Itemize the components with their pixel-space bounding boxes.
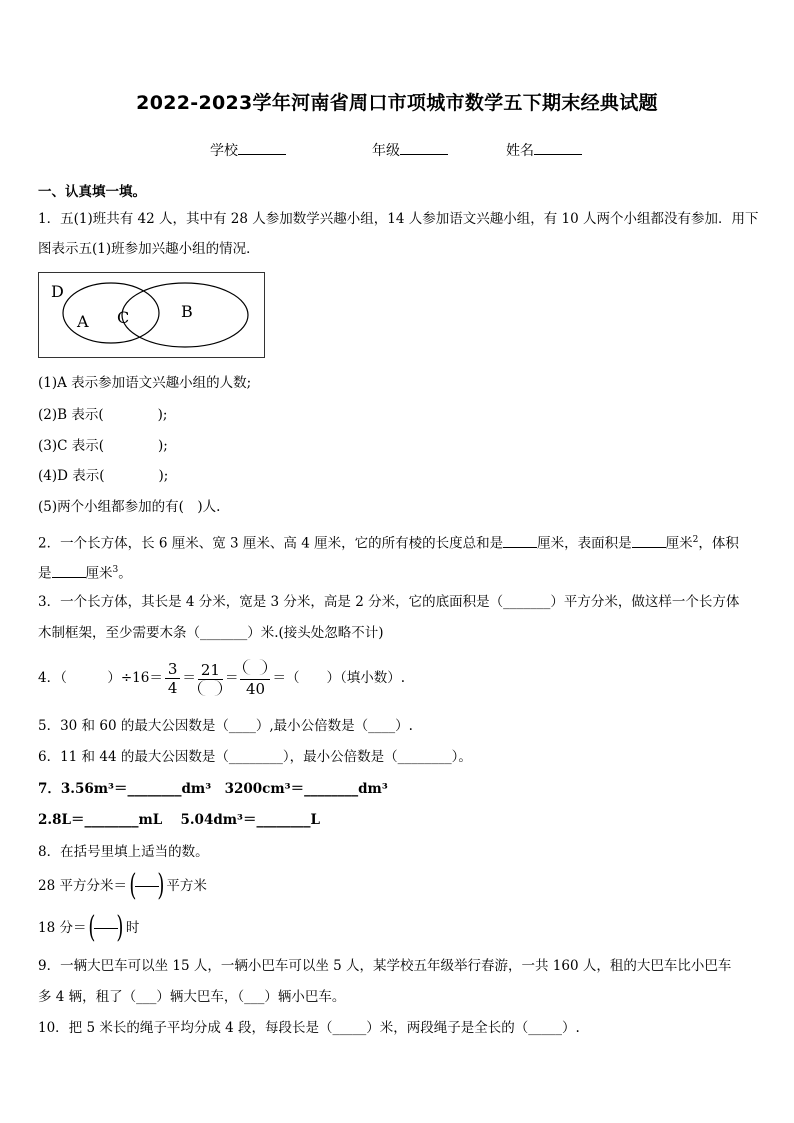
volume-blank[interactable] xyxy=(52,563,86,578)
venn-label-c: C xyxy=(117,308,130,327)
question-2-text-e: 是 xyxy=(38,565,52,582)
question-8-a-right: 平方米 xyxy=(166,878,207,894)
equals-sign-1: ＝ xyxy=(182,670,196,686)
section-heading: 一、认真填一填。 xyxy=(38,184,146,200)
question-9-line-1: 9．一辆大巴车可以坐 15 人，一辆小巴车可以坐 5 人，某学校五年级举行春游，一共 160 人，租的大巴车比小巴车 xyxy=(38,958,732,974)
fraction-3-numerator-blank[interactable] xyxy=(243,659,267,675)
question-4-start: 4．（ ）÷16＝ xyxy=(38,670,163,686)
fraction-3-numerator-wrap xyxy=(240,659,270,680)
question-8-a xyxy=(38,870,207,902)
question-2-text-g: 。 xyxy=(118,565,132,582)
question-2-line-2 xyxy=(38,561,132,583)
question-3-line-1: 3．一个长方体，其长是 4 分米，宽是 3 分米，高是 2 分米，它的底面积是（_______）平方分米，做这样一个长方体 xyxy=(38,594,740,610)
question-10: 10．把 5 米长的绳子平均分成 4 段，每段长是（_____）米，两段绳子是全长的（_____）. xyxy=(38,1020,580,1036)
venn-diagram xyxy=(38,272,265,358)
name-label: 姓名 xyxy=(506,143,534,159)
question-2-sup-3: 3 xyxy=(112,565,119,575)
question-4-end: ＝（ ）（填小数）. xyxy=(272,670,406,686)
question-8-b-right: 时 xyxy=(125,920,140,936)
question-2-text-d: ，体积 xyxy=(698,535,739,552)
fraction-2-numerator: 21 xyxy=(198,661,223,680)
venn-label-d: D xyxy=(51,282,64,301)
question-8-line-1: 8．在括号里填上适当的数。 xyxy=(38,844,209,860)
fraction-1-denominator: 4 xyxy=(167,678,178,697)
question-1-sub-1: (1)A 表示参加语文兴趣小组的人数; xyxy=(38,375,252,391)
venn-svg xyxy=(39,273,264,357)
fraction-2-denominator-blank[interactable] xyxy=(198,680,222,696)
question-8-b-left: 18 分＝ xyxy=(38,920,87,936)
question-1-sub-3: (3)C 表示( ); xyxy=(38,438,168,454)
question-2-text-c: 厘米 xyxy=(665,535,693,552)
fraction-1-numerator: 3 xyxy=(165,660,181,679)
grade-blank[interactable] xyxy=(400,140,448,155)
question-2-sup-2: 2 xyxy=(692,535,699,545)
question-2-text-a: 2．一个长方体，长 6 厘米、宽 3 厘米、高 4 厘米，它的所有棱的长度总和是 xyxy=(38,535,504,552)
equals-sign-2: ＝ xyxy=(224,670,239,686)
fraction-paren-blank-a[interactable]: ( ) xyxy=(129,868,165,903)
question-4 xyxy=(38,656,405,700)
school-field xyxy=(210,140,286,160)
question-5: 5．30 和 60 的最大公因数是（____）,最小公倍数是（____）. xyxy=(38,718,413,734)
question-7-line-1: 7．3.56m³＝________dm³ 3200cm³＝________dm³ xyxy=(38,781,388,797)
question-2-line-1 xyxy=(38,531,739,553)
fraction-3-4 xyxy=(165,660,181,697)
page-title: 2022-2023学年河南省周口市项城市数学五下期末经典试题 xyxy=(136,92,658,114)
fraction-3-denominator: 40 xyxy=(245,679,266,698)
edge-length-blank[interactable] xyxy=(503,533,537,548)
venn-label-b: B xyxy=(181,302,193,321)
question-1-sub-5: (5)两个小组都参加的有( )人. xyxy=(38,499,221,515)
question-1-line-1: 1．五(1)班共有 42 人，其中有 28 人参加数学兴趣小组，14 人参加语文兴趣小组，有 10 人两个小组都没有参加．用下 xyxy=(38,211,759,227)
question-1-sub-4: (4)D 表示( ); xyxy=(38,468,169,484)
school-label: 学校 xyxy=(210,143,238,159)
grade-field xyxy=(372,140,448,160)
fraction-21-blank xyxy=(198,661,223,696)
question-8-b xyxy=(38,912,139,944)
fraction-paren-blank-b[interactable]: ( ) xyxy=(88,910,124,945)
name-blank[interactable] xyxy=(534,140,582,155)
name-field xyxy=(506,140,582,160)
grade-label: 年级 xyxy=(372,143,400,159)
question-2-text-f: 厘米 xyxy=(85,565,113,582)
surface-area-blank[interactable] xyxy=(632,533,666,548)
question-7-line-2: 2.8L＝________mL 5.04dm³＝________L xyxy=(38,812,320,828)
question-3-line-2: 木制框架，至少需要木条（_______）米.(接头处忽略不计) xyxy=(38,625,384,641)
question-2-text-b: 厘米，表面积是 xyxy=(537,535,632,552)
question-9-line-2: 多 4 辆，租了（___）辆大巴车，（___）辆小巴车。 xyxy=(38,989,346,1005)
question-1-sub-2: (2)B 表示( ); xyxy=(38,407,168,423)
venn-label-a: A xyxy=(77,312,89,331)
fraction-blank-40 xyxy=(240,659,270,698)
question-6: 6．11 和 44 的最大公因数是（________），最小公倍数是（________）。 xyxy=(38,749,472,765)
question-1-line-2: 图表示五(1)班参加兴趣小组的情况． xyxy=(38,241,260,257)
school-blank[interactable] xyxy=(238,140,286,155)
question-8-a-left: 28 平方分米＝ xyxy=(38,878,127,894)
